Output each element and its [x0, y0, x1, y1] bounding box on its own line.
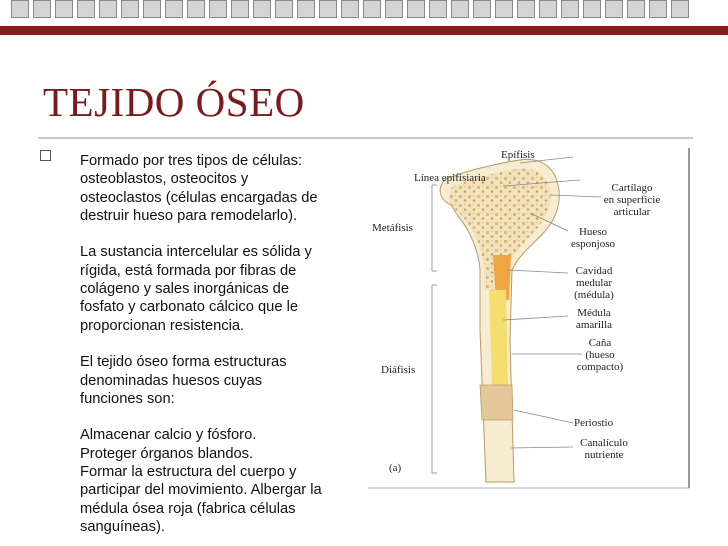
yellow-marrow: [489, 290, 508, 385]
text-line: La sustancia intercelular es sólida y: [80, 244, 312, 261]
text-line: médula ósea roja (fabrica células: [80, 500, 296, 517]
square-24: [517, 0, 535, 18]
square-26: [561, 0, 579, 18]
square-1: [11, 0, 29, 18]
square-12: [253, 0, 271, 18]
text-line: Formar la estructura del cuerpo y: [80, 464, 297, 481]
label-yellow-marrow-1: Médula: [577, 307, 611, 319]
text-line: Almacenar calcio y fósforo.: [80, 427, 257, 444]
label-shaft-3: compacto): [576, 361, 624, 373]
label-nutrient-canal-1: Canalículo: [580, 437, 628, 449]
text-line: rígida, está formada por fibras de: [80, 262, 297, 279]
square-13: [275, 0, 293, 18]
square-17: [363, 0, 381, 18]
square-14: [297, 0, 315, 18]
text-line: proporcionan resistencia.: [80, 317, 245, 334]
text-line: osteoblastos, osteocitos y: [80, 171, 249, 188]
text-line: Proteger órganos blandos.: [80, 445, 254, 462]
label-cavity-3: (médula): [574, 289, 614, 301]
text-line: denominadas huesos cuyas: [80, 372, 263, 389]
square-29: [627, 0, 645, 18]
label-nutrient-canal-2: nutriente: [584, 449, 624, 461]
label-metaphysis: Metáfisis: [372, 222, 413, 234]
square-28: [605, 0, 623, 18]
square-19: [407, 0, 425, 18]
square-11: [231, 0, 249, 18]
square-23: [495, 0, 513, 18]
paragraph-functions: [80, 426, 370, 536]
slide-title: TEJIDO ÓSEO: [43, 79, 305, 125]
bullet-square-icon: [40, 150, 51, 161]
periosteum-band: [480, 385, 513, 420]
square-6: [121, 0, 139, 18]
text-line: participar del movimiento. Albergar la: [80, 482, 322, 499]
square-31: [671, 0, 689, 18]
square-4: [77, 0, 95, 18]
paragraph-cells: [80, 152, 370, 225]
title-accent-bar: [0, 26, 728, 35]
label-cartilage-3: articular: [613, 206, 651, 218]
square-18: [385, 0, 403, 18]
label-epiphyseal-line: Línea epifisiaria: [414, 172, 486, 184]
text-line: Formado por tres tipos de células:: [80, 153, 303, 169]
text-line: fosfato y carbonato cálcico que le: [80, 299, 298, 316]
label-shaft-1: Caña: [588, 337, 612, 349]
label-yellow-marrow-2: amarilla: [575, 319, 613, 331]
square-8: [165, 0, 183, 18]
text-line: El tejido óseo forma estructuras: [80, 354, 287, 371]
top-band: [0, 0, 728, 36]
label-diaphysis: Diáfisis: [381, 364, 416, 376]
square-16: [341, 0, 359, 18]
text-line: osteoclastos (células encargadas de: [80, 189, 318, 206]
label-epiphysis: Epífisis: [501, 149, 535, 161]
square-15: [319, 0, 337, 18]
label-shaft-2: (hueso: [585, 349, 615, 361]
label-cartilage-2: en superficie: [603, 194, 661, 206]
square-30: [649, 0, 667, 18]
square-5: [99, 0, 117, 18]
body-text: [80, 152, 370, 536]
label-cartilage-1: Cartílago: [611, 182, 653, 194]
label-spongy-2: esponjoso: [571, 238, 615, 250]
label-panel: (a): [389, 462, 402, 474]
square-21: [451, 0, 469, 18]
square-27: [583, 0, 601, 18]
decorative-squares: [0, 0, 693, 20]
text-line: funciones son:: [80, 390, 175, 407]
square-7: [143, 0, 161, 18]
title-divider: [38, 137, 693, 139]
square-25: [539, 0, 557, 18]
text-line: colágeno y sales inorgánicas de: [80, 281, 290, 298]
label-cavity-1: Cavidad: [575, 265, 613, 277]
paragraph-intercellular: [80, 243, 370, 334]
label-spongy-1: Hueso: [578, 226, 608, 238]
square-9: [187, 0, 205, 18]
text-line: sanguíneas).: [80, 518, 165, 535]
text-line: destruir hueso para remodelarlo).: [80, 207, 298, 224]
paragraph-structures: [80, 353, 370, 408]
label-periosteum: Periostio: [574, 417, 614, 429]
bone-diagram: [368, 140, 692, 490]
square-3: [55, 0, 73, 18]
square-22: [473, 0, 491, 18]
square-10: [209, 0, 227, 18]
label-cavity-2: medular: [575, 277, 613, 289]
square-2: [33, 0, 51, 18]
square-20: [429, 0, 447, 18]
